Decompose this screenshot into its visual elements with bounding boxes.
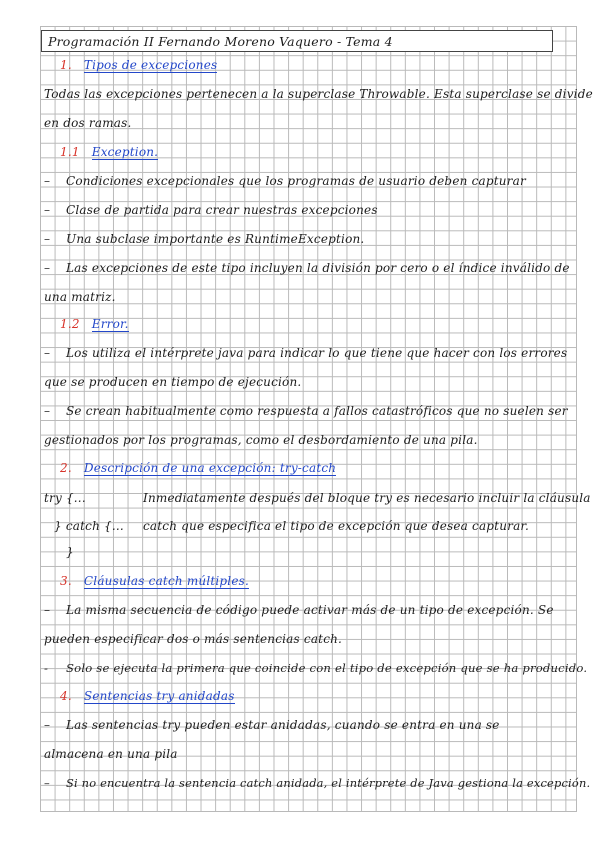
code-explanation-line: Inmediatamente después del bloque try es necesario incluir la cláusula: [143, 491, 591, 505]
paragraph-line: pueden especificar dos o más sentencias catch.: [44, 632, 343, 646]
heading-1-number: 1.: [60, 58, 72, 72]
paragraph-line: una matriz.: [44, 290, 116, 304]
code-line-try: try {...: [44, 491, 86, 505]
bullet-text: Las excepciones de este tipo incluyen la división por cero o el índice inválido de: [66, 261, 570, 275]
bullet-text: Clase de partida para crear nuestras excepciones: [66, 203, 378, 217]
heading-1-title: Tipos de excepciones: [83, 58, 218, 72]
bullet-line: – Las excepciones de este tipo incluyen la división por cero o el índice inválido de: [44, 261, 570, 275]
heading-1-2-number: 1.2: [60, 317, 80, 331]
heading-2-title: Descripción de una excepción: try-catch: [83, 461, 337, 475]
bullet-line: – Si no encuentra la sentencia catch anidada, el intérprete de Java gestiona la excepción.: [44, 776, 591, 790]
bullet-text: Las sentencias try pueden estar anidadas, cuando se entra en una se: [66, 718, 500, 732]
heading-2-number: 2.: [60, 461, 72, 475]
heading-1-2: [60, 317, 129, 331]
code-line-catch: } catch {...: [54, 519, 124, 533]
page-margin-bottom: [0, 812, 600, 848]
bullet-text: Solo se ejecuta la primera que coincide con el tipo de excepción que se ha producido.: [66, 661, 588, 675]
page-margin-left: [0, 0, 40, 848]
bullet-line: - Solo se ejecuta la primera que coincide con el tipo de excepción que se ha producido.: [44, 661, 588, 675]
bullet-text: La misma secuencia de código puede activar más de un tipo de excepción. Se: [66, 603, 554, 617]
heading-1-1-title: Exception.: [91, 145, 159, 159]
code-explanation-line: catch que especifica el tipo de excepción que desea capturar.: [143, 519, 530, 533]
paragraph-line: almacena en una pila: [44, 747, 178, 761]
heading-1: [60, 58, 217, 72]
heading-1-1: [60, 145, 158, 159]
heading-4-number: 4.: [60, 689, 72, 703]
page-margin-top: [0, 0, 600, 26]
bullet-line: – La misma secuencia de código puede activar más de un tipo de excepción. Se: [44, 603, 554, 617]
bullet-line: – Una subclase importante es RuntimeException.: [44, 232, 365, 246]
heading-3-title: Cláusulas catch múltiples.: [83, 574, 250, 588]
bullet-text: Si no encuentra la sentencia catch anidada, el intérprete de Java gestiona la excepción.: [66, 776, 591, 790]
bullet-text: Condiciones excepcionales que los programas de usuario deben capturar: [66, 174, 526, 188]
bullet-text: Los utiliza el intérprete java para indicar lo que tiene que hacer con los errores: [66, 346, 568, 360]
heading-4: [60, 689, 235, 703]
paragraph-line: Todas las excepciones pertenecen a la superclase Throwable. Esta superclase se divide: [44, 87, 593, 101]
bullet-line: – Las sentencias try pueden estar anidadas, cuando se entra en una se: [44, 718, 500, 732]
paragraph-line: en dos ramas.: [44, 116, 132, 130]
page-margin-right: [577, 0, 600, 848]
paragraph-line: que se producen en tiempo de ejecución.: [44, 375, 302, 389]
bullet-text: Se crean habitualmente como respuesta a fallos catastróficos que no suelen ser: [66, 404, 568, 418]
heading-3: [60, 574, 249, 588]
heading-3-number: 3.: [60, 574, 72, 588]
heading-1-1-number: 1.1: [60, 145, 80, 159]
bullet-line: – Se crean habitualmente como respuesta a fallos catastróficos que no suelen ser: [44, 404, 568, 418]
paragraph-line: gestionados por los programas, como el desbordamiento de una pila.: [44, 433, 478, 447]
bullet-text: Una subclase importante es RuntimeException.: [66, 232, 365, 246]
bullet-line: – Clase de partida para crear nuestras excepciones: [44, 203, 378, 217]
heading-1-2-title: Error.: [91, 317, 129, 331]
header-box: [41, 30, 553, 52]
heading-4-title: Sentencias try anidadas: [83, 689, 235, 703]
bullet-line: – Condiciones excepcionales que los programas de usuario deben capturar: [44, 174, 526, 188]
code-line-close: }: [66, 545, 74, 559]
header-title: Programación II Fernando Moreno Vaquero - Tema 4: [48, 34, 393, 49]
bullet-line: – Los utiliza el intérprete java para indicar lo que tiene que hacer con los errores: [44, 346, 568, 360]
heading-2: [60, 461, 336, 475]
